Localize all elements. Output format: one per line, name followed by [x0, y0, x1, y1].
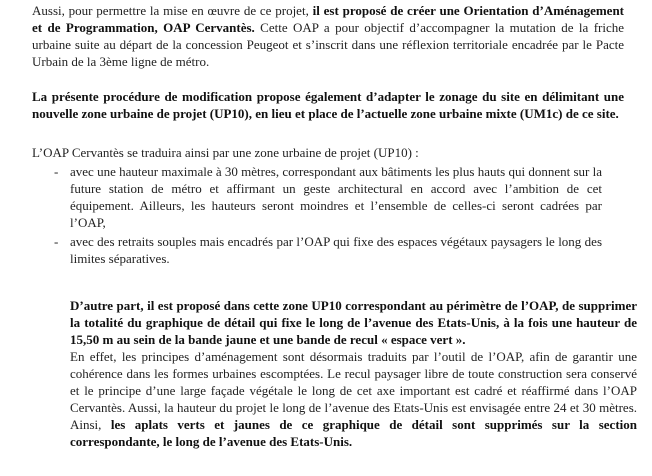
paragraph-detail-graphic-removal — [70, 297, 637, 450]
para4-bold-conclusion: les aplats verts et jaunes de ce graphique de détail sont supprimés sur la section correspondante, le long de l’avenue des Etats-Unis. — [70, 417, 637, 449]
paragraph-oap-translation: L’OAP Cervantès se traduira ainsi par une zone urbaine de projet (UP10) : — [32, 145, 419, 160]
bullet-item-setback — [54, 233, 602, 267]
para1-text-start: Aussi, pour permettre la mise en œuvre de ce projet, — [32, 3, 313, 18]
para4-body-text: En effet, les principes d’aménagement sont désormais traduits par l’outil de l’OAP, afin de garantir une cohérence dans les formes urbaines escomptées. Le recul paysager libre de toute construction sera conservé et le principe d’une large façade végétale le long de cet axe important est cadré et réaffirmé dans l’OAP Cervantès. Aussi, la hauteur du projet le long de l’avenue des Etats-Unis est envisagée entre 24 et 30 mètres. Ainsi, — [70, 349, 637, 432]
paragraph-zoning-change: La présente procédure de modification propose également d’adapter le zonage du site en délimitant une nouvelle zone urbaine de projet (UP10), en lieu et place de l’actuelle zone urbaine mixte (UM1c) de ce site. — [32, 89, 624, 121]
bullet-dash: - — [54, 234, 59, 249]
bullet-text-height: avec une hauteur maximale à 30 mètres, correspondant aux bâtiments les plus hauts qui donnent sur la future station de métro et affirmant un geste architectural en accord avec l’ambition de cet équipement. Ailleurs, les hauteurs seront moindres et l’ensemble de celles-ci seront cadrées par l’OAP, — [70, 164, 602, 230]
bullet-item-height — [54, 163, 602, 231]
paragraph-oap-creation — [32, 2, 624, 70]
para1-text-end: Cette OAP a pour objectif d’accompagner la mutation de la friche urbaine suite au départ de la concession Peugeot et s’inscrit dans une réflexion territoriale encadrée par le Pacte Urbain de la 3ème ligne de métro. — [32, 20, 624, 69]
bullet-text-setback: avec des retraits souples mais encadrés par l’OAP qui fixe des espaces végétaux paysagers le long des limites séparatives. — [70, 234, 602, 266]
para1-bold-proposal: il est proposé de créer une Orientation d’Aménagement et de Programmation, OAP Cervantès. — [32, 3, 625, 35]
para4-bold-intro: D’autre part, il est proposé dans cette zone UP10 correspondant au périmètre de l’OAP, de supprimer la totalité du graphique de détail qui fixe le long de l’avenue des Etats-Unis, à la fois une hauteur de 15,50 m au sein de la bande jaune et une bande de recul « espace vert ». — [70, 298, 637, 347]
bullet-dash: - — [54, 164, 59, 179]
para4-body — [70, 348, 637, 450]
